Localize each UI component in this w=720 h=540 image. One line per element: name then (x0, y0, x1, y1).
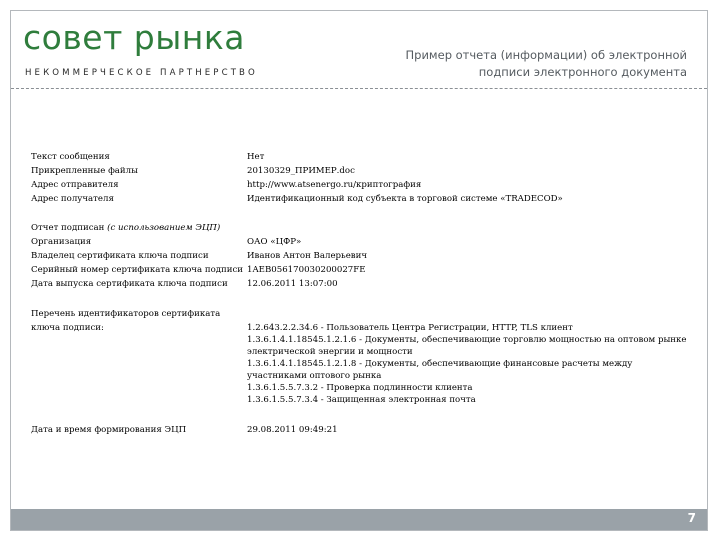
certificate-serial-value: 1AEB056170030200027FE (247, 265, 366, 275)
identifier-item: 1.3.6.1.4.1.18545.1.2.1.6 - Документы, обеспечивающие торговлю мощностью на оптовом рынке электрической энергии и мощности (247, 335, 687, 357)
attached-files-label: Прикрепленные файлы (31, 166, 138, 176)
logo: совет рынка (23, 18, 246, 57)
signed-by-label: Отчет подписан (31, 223, 105, 233)
slide-title (327, 47, 687, 81)
signed-by-note: (с использованием ЭЦП) (107, 223, 221, 233)
sender-address-label: Адрес отправителя (31, 180, 119, 190)
sender-address-value: http://www.atsenergo.ru/криптография (247, 180, 422, 190)
identifiers-label-line1: Перечень идентификаторов сертификата (31, 309, 221, 319)
attached-files-value: 20130329_ПРИМЕР.doc (247, 166, 355, 176)
certificate-owner-value: Иванов Антон Валерьевич (247, 251, 368, 261)
identifiers-list (247, 322, 687, 406)
signed-by-heading (31, 222, 331, 234)
organization-value: ОАО «ЦФР» (247, 237, 302, 247)
certificate-issue-date-label: Дата выпуска сертификата ключа подписи (31, 279, 228, 289)
certificate-issue-date-value: 12.06.2011 13:07:00 (247, 279, 338, 289)
identifier-item: 1.3.6.1.5.5.7.3.4 - Защищенная электронная почта (247, 395, 476, 405)
identifier-item: 1.2.643.2.2.34.6 - Пользователь Центра Регистрации, HTTP, TLS клиент (247, 323, 573, 333)
identifier-item: 1.3.6.1.4.1.18545.1.2.1.8 - Документы, обеспечивающие финансовые расчеты между участниками оптового рынка (247, 359, 633, 381)
organization-label: Организация (31, 237, 92, 247)
message-text-label: Текст сообщения (31, 152, 110, 162)
signature-formation-label: Дата и время формирования ЭЦП (31, 425, 187, 435)
recipient-address-value: Идентификационный код субъекта в торговой системе «TRADECOD» (247, 194, 563, 204)
signature-formation-value: 29.08.2011 09:49:21 (247, 425, 338, 435)
page-number: 7 (687, 511, 696, 525)
recipient-address-label: Адрес получателя (31, 194, 114, 204)
header-divider (11, 88, 707, 89)
slide-title-line1: Пример отчета (информации) об электронной (405, 48, 687, 62)
message-text-value: Нет (247, 152, 265, 162)
identifier-item: 1.3.6.1.5.5.7.3.2 - Проверка подлинности клиента (247, 383, 473, 393)
logo-subtitle: НЕКОММЕРЧЕСКОЕ ПАРТНЕРСТВО (25, 68, 258, 78)
footer-bar (11, 509, 707, 530)
identifiers-label-line2: ключа подписи: (31, 323, 104, 333)
certificate-owner-label: Владелец сертификата ключа подписи (31, 251, 209, 261)
slide-title-line2: подписи электронного документа (478, 65, 687, 79)
certificate-serial-label: Серийный номер сертификата ключа подписи (31, 265, 244, 275)
